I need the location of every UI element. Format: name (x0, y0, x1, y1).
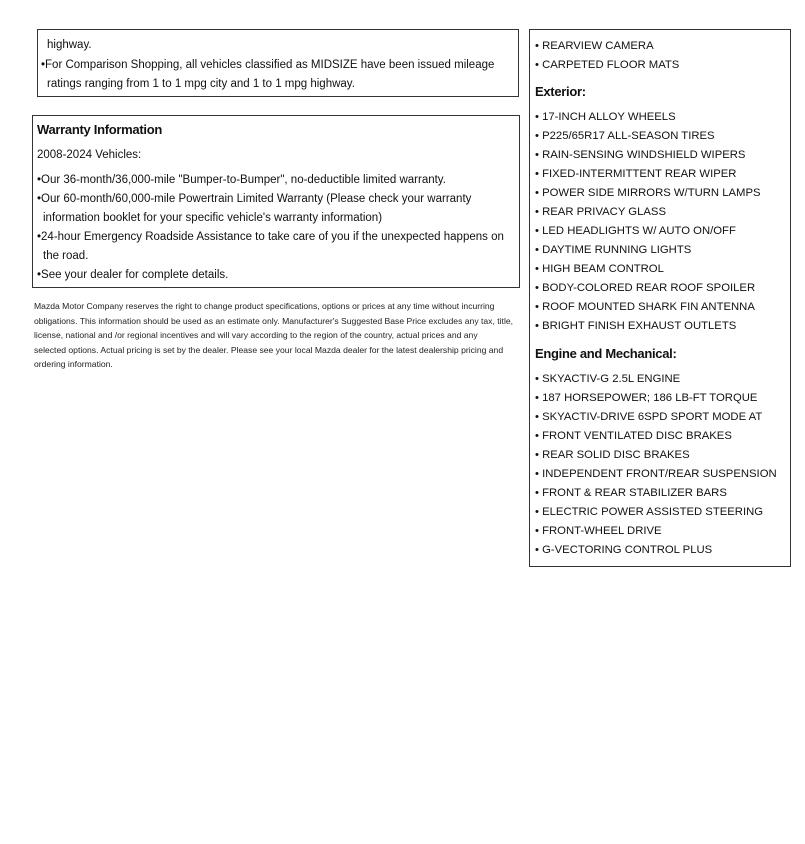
feature-item: • FRONT & REAR STABILIZER BARS (535, 487, 727, 499)
warranty-title: Warranty Information (37, 122, 162, 137)
warranty-line: the road. (43, 250, 89, 262)
feature-item: • LED HEADLIGHTS W/ AUTO ON/OFF (535, 225, 736, 237)
feature-item: • P225/65R17 ALL-SEASON TIRES (535, 130, 715, 142)
warranty-line: information booklet for your specific vehicle's warranty information) (43, 212, 383, 224)
disclaimer-line: selected options. Actual pricing is set by the dealer. Please see your local Mazda dealer for the latest dealership pricing and (34, 344, 504, 355)
feature-item: • SKYACTIV-G 2.5L ENGINE (535, 373, 681, 385)
feature-item: • CARPETED FLOOR MATS (535, 59, 680, 71)
disclaimer-line: obligations. This information should be used as an estimate only. Manufacturer's Suggested Base Price excludes any tax, title, (34, 315, 514, 326)
fuel-continued-line: highway. (47, 39, 92, 51)
feature-item: • DAYTIME RUNNING LIGHTS (535, 244, 692, 256)
warranty-line: •Our 60-month/60,000-mile Powertrain Limited Warranty (Please check your warranty (37, 193, 472, 205)
feature-item: • INDEPENDENT FRONT/REAR SUSPENSION (535, 468, 777, 480)
disclaimer-line: ordering information. (34, 359, 113, 369)
feature-item: • RAIN-SENSING WINDSHIELD WIPERS (535, 149, 746, 161)
feature-item: • ELECTRIC POWER ASSISTED STEERING (535, 506, 764, 518)
feature-item: • 187 HORSEPOWER; 186 LB-FT TORQUE (535, 392, 758, 404)
feature-item: • G-VECTORING CONTROL PLUS (535, 544, 713, 556)
disclaimer-text (34, 299, 514, 372)
feature-item: • FRONT VENTILATED DISC BRAKES (535, 430, 732, 442)
disclaimer-line: Mazda Motor Company reserves the right to change product specifications, options or prices at any time without incurring (34, 301, 495, 311)
feature-item: • FIXED-INTERMITTENT REAR WIPER (535, 168, 737, 180)
feature-item: • REARVIEW CAMERA (535, 40, 654, 52)
feature-item: • BRIGHT FINISH EXHAUST OUTLETS (535, 320, 737, 332)
warranty-years: 2008-2024 Vehicles: (37, 149, 142, 161)
engine-heading: Engine and Mechanical: (535, 346, 677, 361)
warranty-line: •Our 36-month/36,000-mile "Bumper-to-Bumper", no-deductible limited warranty. (37, 174, 446, 186)
feature-item: • 17-INCH ALLOY WHEELS (535, 111, 676, 123)
feature-item: • REAR SOLID DISC BRAKES (535, 449, 690, 461)
warranty-line: •See your dealer for complete details. (37, 269, 229, 281)
disclaimer-line: license, national and /or regional incentives and will vary according to the region of the country, actual prices and any (34, 330, 478, 340)
comparison-line-1: •For Comparison Shopping, all vehicles classified as MIDSIZE have been issued mileage (41, 59, 495, 71)
feature-item: • HIGH BEAM CONTROL (535, 263, 664, 275)
feature-item: • ROOF MOUNTED SHARK FIN ANTENNA (535, 301, 755, 313)
comparison-line-2: ratings ranging from 1 to 1 mpg city and 1 to 1 mpg highway. (47, 78, 355, 90)
feature-item: • BODY-COLORED REAR ROOF SPOILER (535, 282, 756, 294)
feature-item: • FRONT-WHEEL DRIVE (535, 525, 662, 537)
feature-item: • SKYACTIV-DRIVE 6SPD SPORT MODE AT (535, 411, 763, 423)
exterior-heading: Exterior: (535, 84, 586, 99)
feature-item: • POWER SIDE MIRRORS W/TURN LAMPS (535, 187, 761, 199)
warranty-line: •24-hour Emergency Roadside Assistance to take care of you if the unexpected happens on (37, 231, 504, 243)
feature-item: • REAR PRIVACY GLASS (535, 206, 666, 218)
